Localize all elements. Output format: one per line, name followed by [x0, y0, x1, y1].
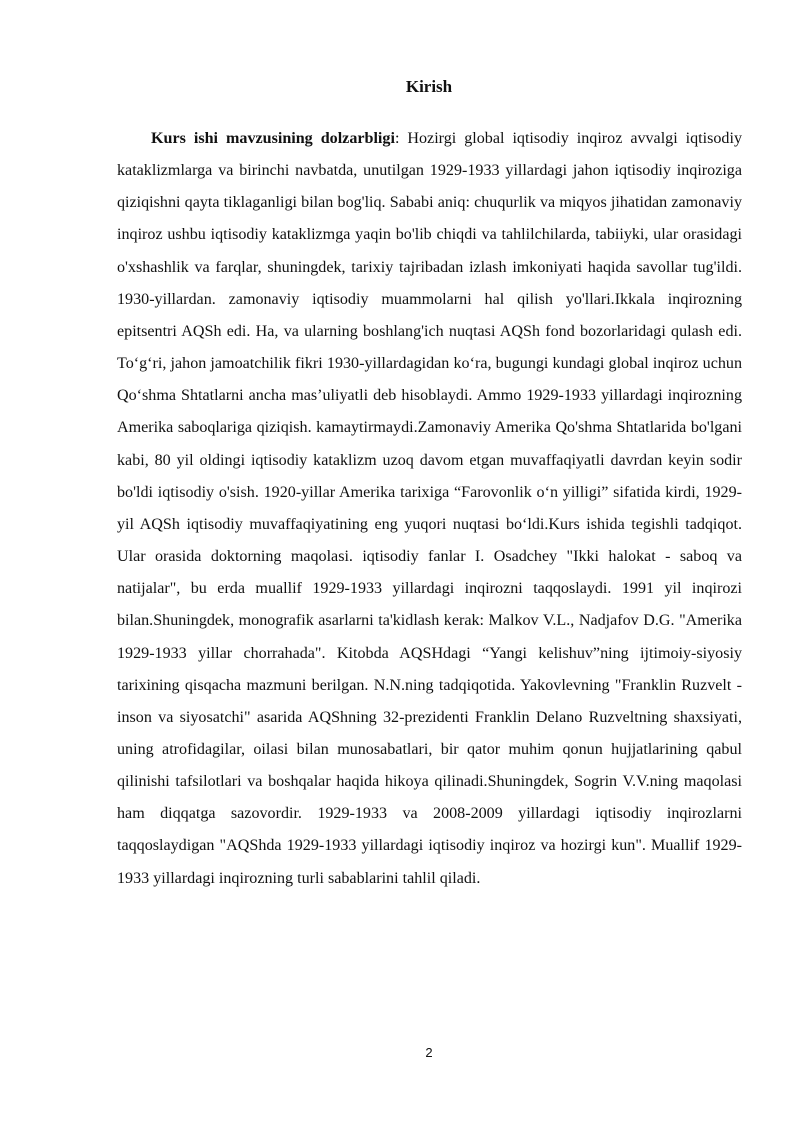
paragraph-lead: Kurs ishi mavzusining dolzarbligi	[151, 130, 395, 147]
body-paragraph	[117, 123, 742, 895]
lead-separator: :	[394, 130, 408, 147]
paragraph-text: Hozirgi global iqtisodiy inqiroz avvalgi iqtisodiy kataklizmlarga va birinchi navbatda, unutilgan 1929-1933 yillardagi jahon iqtisodiy inqiroziga qiziqishni qayta tiklaganligi bilan bog'liq. Sababi aniq: chuqurlik va miqyos jihatidan zamonaviy inqiroz ushbu iqtisodiy kataklizmga yaqin bo'lib chiqdi va tahlilchilarda, tabiiyki, ular orasidagi o'xshashlik va farqlar, shuningdek, tarixiy tajribadan izlash imkoniyati haqida savollar tug'ildi. 1930-yillardan. zamonaviy iqtisodiy muammolarni hal qilish yo'llari.Ikkala inqirozning epitsentri AQSh edi. Ha, va ularning boshlang'ich nuqtasi AQSh fond bozorlaridagi qulash edi. To‘g‘ri, jahon jamoatchilik fikri 1930-yillardagidan ko‘ra, bugungi kundagi global inqiroz uchun Qo‘shma Shtatlarni ancha mas’uliyatli deb hisoblaydi. Ammo 1929-1933 yillardagi inqirozning Amerika saboqlariga qiziqish. kamaytirmaydi.Zamonaviy Amerika Qo'shma Shtatlarida bo'lgani kabi, 80 yil oldingi iqtisodiy kataklizm uzoq davom etgan muvaffaqiyatli davrdan keyin sodir bo'ldi iqtisodiy o'sish. 1920-yillar Amerika tarixiga “Farovonlik o‘n yilligi” sifatida kirdi, 1929-yil AQSh iqtisodiy muvaffaqiyatining eng yuqori nuqtasi bo‘ldi.Kurs ishida tegishli tadqiqot. Ular orasida doktorning maqolasi. iqtisodiy fanlar I. Osadchey "Ikki halokat - saboq va natijalar", bu erda muallif 1929-1933 yillardagi inqirozni taqqoslaydi. 1991 yil inqirozi bilan.Shuningdek, monografik asarlarni ta'kidlash kerak: Malkov V.L., Nadjafov D.G. "Amerika 1929-1933 yillar chorrahada". Kitobda AQSHdagi “Yangi kelishuv”ning ijtimoiy-siyosiy tarixining qisqacha mazmuni berilgan. N.N.ning tadqiqotida. Yakovlevning "Franklin Ruzvelt - inson va siyosatchi" asarida AQShning 32-prezidenti Franklin Delano Ruzveltning shaxsiyati, uning atrofidagilar, oilasi bilan munosabatlari, bir qator muhim qonun hujjatlarining qabul qilinishi tafsilotlari va boshqalar haqida hikoya qilinadi.Shuningdek, Sogrin V.V.ning maqolasi ham diqqatga sazovordir. 1929-1933 va 2008-2009 yillardagi iqtisodiy inqirozlarni taqqoslaydigan "AQShda 1929-1933 yillardagi iqtisodiy inqiroz va hozirgi kun". Muallif 1929-1933 yillardagi inqirozning turli sabablarini tahlil qiladi.	[117, 130, 742, 887]
section-title: Kirish	[405, 77, 453, 96]
page-number: 2	[425, 1045, 433, 1060]
